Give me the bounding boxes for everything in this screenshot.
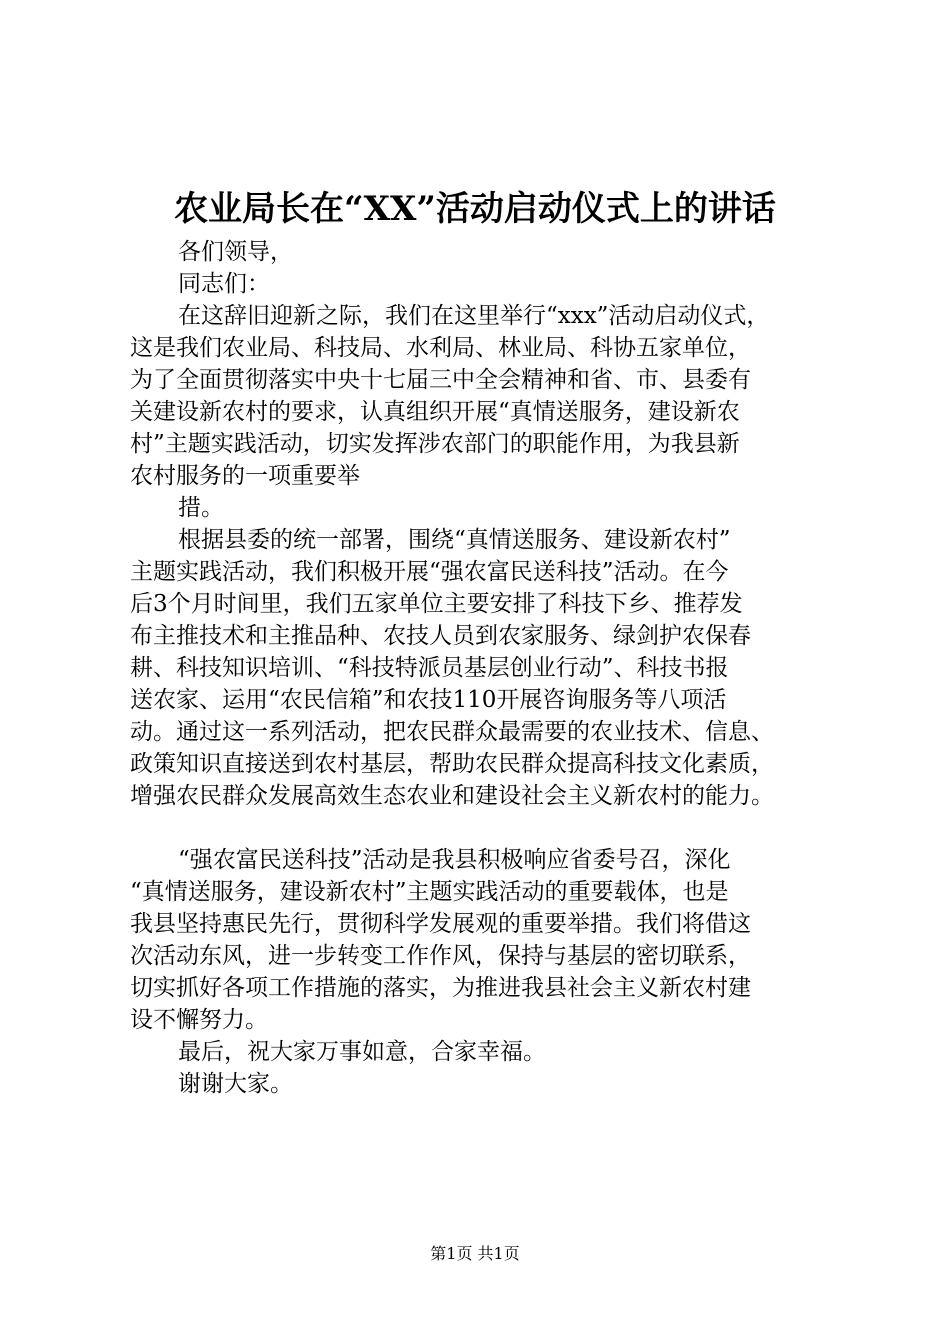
paragraph-spacer bbox=[130, 812, 830, 844]
paragraph-2 bbox=[130, 524, 830, 812]
paragraph-line: 政策知识直接送到农村基层，帮助农民群众提高科技文化素质， bbox=[130, 751, 774, 777]
paragraph-line: 主题实践活动，我们积极开展“强农富民送科技”活动。在今 bbox=[130, 559, 729, 585]
paragraph-line: 措。 bbox=[178, 495, 224, 521]
paragraph-line: 次活动东风，进一步转变工作作风，保持与基层的密切联系， bbox=[130, 943, 751, 969]
paragraph-line: “真情送服务，建设新农村”主题实践活动的重要载体，也是 bbox=[130, 879, 729, 905]
paragraph-line: 我县坚持惠民先行，贯彻科学发展观的重要举措。我们将借这 bbox=[130, 911, 751, 937]
paragraph-line: 动。通过这一系列活动，把农民群众最需要的农业技术、信息、 bbox=[130, 719, 774, 745]
greeting-line: 同志们： bbox=[178, 271, 270, 297]
paragraph-line: 耕、科技知识培训、“科技特派员基层创业行动”、科技书报 bbox=[130, 655, 729, 681]
paragraph-line: 增强农民群众发展高效生态农业和建设社会主义新农村的能力。 bbox=[130, 783, 774, 809]
page-footer: 第1页 共1页 bbox=[430, 1244, 520, 1263]
closing-line: 最后，祝大家万事如意，合家幸福。 bbox=[178, 1039, 546, 1065]
paragraph-3 bbox=[130, 844, 830, 1036]
paragraph-1 bbox=[130, 300, 830, 524]
closing-line: 谢谢大家。 bbox=[178, 1071, 293, 1097]
paragraph-line: 送农家、运用“农民信箱”和农技110开展咨询服务等八项活 bbox=[130, 687, 727, 713]
paragraph-line: “强农富民送科技”活动是我县积极响应省委号召，深化 bbox=[178, 847, 731, 873]
paragraph-line: 切实抓好各项工作措施的落实，为推进我县社会主义新农村建 bbox=[130, 975, 751, 1001]
paragraph-line: 在这辞旧迎新之际，我们在这里举行“xxx”活动启动仪式， bbox=[178, 303, 770, 329]
paragraph-line: 后3个月时间里，我们五家单位主要安排了科技下乡、推荐发 bbox=[130, 591, 743, 617]
document-body bbox=[130, 236, 830, 1100]
paragraph-line: 农村服务的一项重要举 bbox=[130, 463, 360, 489]
paragraph-line: 这是我们农业局、科技局、水利局、林业局、科协五家单位， bbox=[130, 335, 751, 361]
paragraph-line: 根据县委的统一部署，围绕“真情送服务、建设新农村” bbox=[178, 527, 731, 553]
paragraph-line: 村”主题实践活动，切实发挥涉农部门的职能作用，为我县新 bbox=[130, 431, 740, 457]
paragraph-line: 设不懈努力。 bbox=[130, 1007, 268, 1033]
document-title: 农业局长在“XX”活动启动仪式上的讲话 bbox=[174, 189, 776, 229]
paragraph-line: 关建设新农村的要求，认真组织开展“真情送服务，建设新农 bbox=[130, 399, 740, 425]
paragraph-line: 布主推技术和主推品种、农技人员到农家服务、绿剑护农保春 bbox=[130, 623, 751, 649]
paragraph-line: 为了全面贯彻落实中央十七届三中全会精神和省、市、县委有 bbox=[130, 367, 751, 393]
greeting-line: 各们领导， bbox=[178, 239, 293, 265]
